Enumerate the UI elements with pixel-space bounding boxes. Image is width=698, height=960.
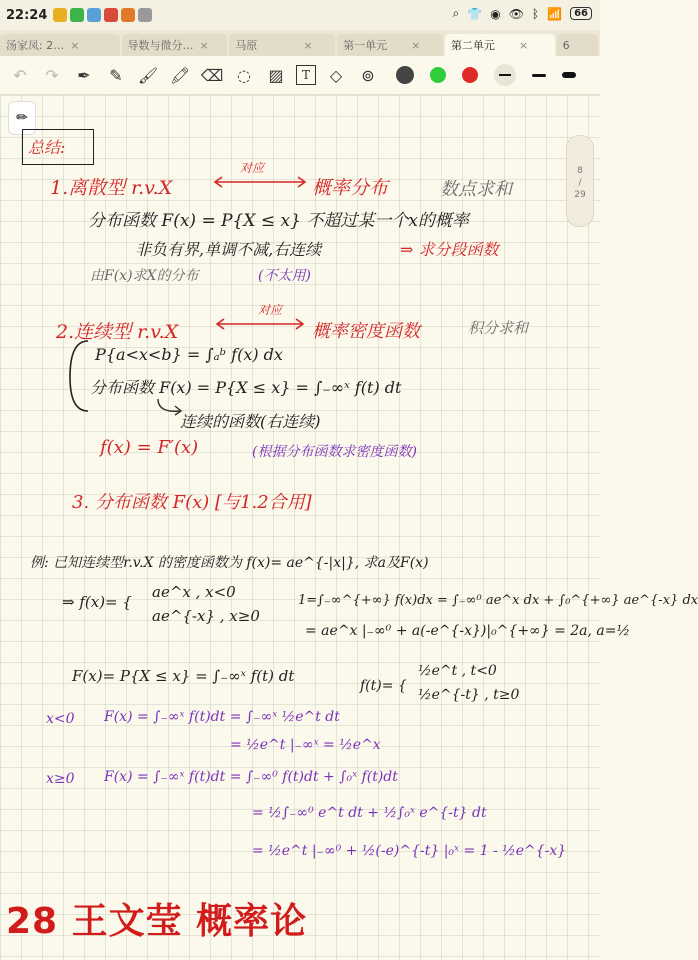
clock: 22:24 bbox=[6, 7, 48, 23]
app-icon bbox=[138, 8, 152, 22]
example-Fx: F(x)= P{X ≤ x} = ∫₋∞ˣ f(t) dt bbox=[72, 667, 295, 685]
image-icon[interactable]: ▨ bbox=[268, 65, 284, 85]
close-icon[interactable]: × bbox=[518, 38, 529, 52]
close-icon[interactable]: × bbox=[199, 38, 209, 52]
section1-derive-note: (不太用) bbox=[258, 268, 311, 284]
page-indicator bbox=[566, 135, 594, 227]
section1-properties-result: ⇒ 求分段函数 bbox=[400, 240, 499, 259]
app-icon bbox=[121, 8, 135, 22]
search-icon: ⌕ bbox=[452, 6, 460, 20]
color-swatch-red[interactable] bbox=[462, 67, 478, 83]
section1-target: 概率分布 bbox=[312, 177, 389, 199]
case1-line-a: F(x) = ∫₋∞ˣ f(t)dt = ∫₋∞ˣ ½e^t dt bbox=[104, 709, 340, 725]
bluetooth-icon: ᛒ bbox=[531, 6, 540, 21]
page-current: 8 bbox=[577, 166, 583, 176]
tab-0[interactable] bbox=[0, 34, 120, 56]
close-icon[interactable]: × bbox=[303, 38, 313, 52]
tab-label: 6 bbox=[562, 38, 570, 52]
tab-label: 导数与微分… bbox=[127, 39, 194, 52]
section2-cdf: 分布函数 F(x) = P{X ≤ x} = ∫₋∞ˣ f(t) dt bbox=[90, 378, 402, 397]
tab-1[interactable] bbox=[122, 34, 228, 56]
section3-title: 3. 分布函数 F(x) [与1.2合用] bbox=[72, 492, 312, 513]
example-ft-label: f(t)= { bbox=[360, 678, 407, 694]
lasso-icon[interactable]: ◌ bbox=[237, 65, 251, 85]
wifi-icon: 📶 bbox=[547, 6, 563, 21]
case1-condition: x<0 bbox=[46, 711, 75, 727]
app-icon bbox=[87, 8, 101, 22]
section2-arrow-label: 对应 bbox=[258, 303, 283, 317]
bracket-icon bbox=[62, 337, 92, 415]
double-arrow-icon bbox=[212, 317, 308, 331]
section1-side-note: 数点求和 bbox=[440, 179, 512, 200]
example-integral-1: 1=∫₋∞^{+∞} f(x)dx = ∫₋∞⁰ ae^x dx + ∫₀^{+∞} ae^{-x} dx bbox=[298, 593, 698, 608]
example-ft-case1: ½e^t , t<0 bbox=[418, 663, 497, 679]
highlighter-icon[interactable]: 🖍 bbox=[169, 65, 191, 85]
example-ft-case2: ½e^{-t} , t≥0 bbox=[418, 687, 520, 703]
section1-cdf: 分布函数 F(x) = P{X ≤ x} 不超过某一个x的概率 bbox=[88, 211, 469, 231]
section2-side-note: 积分求和 bbox=[468, 319, 529, 337]
example-fx-case2: ae^{-x} , x≥0 bbox=[152, 607, 260, 625]
brush-icon[interactable]: 🖌 bbox=[137, 65, 159, 85]
line-width-medium[interactable] bbox=[532, 74, 546, 77]
app-icon bbox=[70, 8, 84, 22]
watermark-caption: 28 王文莹 概率论 bbox=[6, 901, 308, 942]
case1-line-b: = ½e^t |₋∞ˣ = ½e^x bbox=[230, 737, 381, 753]
color-swatch-dark[interactable] bbox=[396, 66, 414, 84]
case2-line-a: F(x) = ∫₋∞ˣ f(t)dt = ∫₋∞⁰ f(t)dt + ∫₀ˣ f(t)dt bbox=[104, 769, 398, 785]
eraser-icon[interactable]: ⌫ bbox=[200, 65, 224, 85]
close-icon[interactable]: × bbox=[411, 38, 421, 52]
double-arrow-icon bbox=[210, 175, 310, 189]
example-title: 例: 已知连续型r.v.X 的密度函数为 f(x)= ae^{-|x|}, 求a及F(x) bbox=[30, 555, 429, 571]
tab-4[interactable] bbox=[445, 34, 555, 56]
section2-derivative: f(x) = F′(x) bbox=[100, 437, 199, 458]
pencil-icon[interactable]: ✎ bbox=[109, 65, 123, 85]
fountain-pen-icon[interactable]: ✒ bbox=[77, 65, 91, 85]
case2-line-c: = ½e^t |₋∞⁰ + ½(-e)^{-t} |₀ˣ = 1 - ½e^{-x} bbox=[252, 843, 567, 859]
tab-bar bbox=[0, 30, 600, 56]
tab-label: 第二单元 bbox=[450, 39, 495, 52]
shirt-icon: 👕 bbox=[467, 6, 483, 21]
section2-derivative-note: (根据分布函数求密度函数) bbox=[252, 444, 417, 460]
copy-icon[interactable]: ⊚ bbox=[361, 65, 375, 85]
shapes-icon[interactable]: ◇ bbox=[329, 65, 343, 85]
tab-label: 第一单元 bbox=[343, 39, 388, 52]
app-icon bbox=[53, 8, 67, 22]
record-icon: ◉ bbox=[490, 6, 501, 21]
note-canvas[interactable] bbox=[0, 95, 698, 960]
section2-title: 2.连续型 r.v.X bbox=[56, 321, 179, 343]
notification-icons bbox=[53, 8, 152, 22]
tab-5[interactable] bbox=[557, 34, 598, 56]
example-integral-2: = ae^x |₋∞⁰ + a(-e^{-x})|₀^{+∞} = 2a, a=½ bbox=[305, 623, 631, 639]
example-fx-case1: ae^x , x<0 bbox=[152, 583, 236, 601]
close-icon[interactable]: × bbox=[70, 38, 80, 52]
page-total: 29 bbox=[574, 190, 586, 200]
drawing-toolbar bbox=[0, 56, 600, 95]
line-width-thick[interactable] bbox=[562, 72, 576, 78]
battery-indicator: 66 bbox=[570, 7, 592, 20]
undo-icon[interactable]: ↶ bbox=[13, 65, 27, 85]
line-width-option[interactable] bbox=[494, 64, 516, 86]
tab-label: 汤家凤: 2… bbox=[6, 39, 65, 52]
eye-icon: 👁 bbox=[508, 6, 524, 21]
redo-icon[interactable]: ↷ bbox=[45, 65, 59, 85]
case2-condition: x≥0 bbox=[46, 771, 75, 787]
app-icon bbox=[104, 8, 118, 22]
section1-properties: 非负有界,单调不减,右连续 bbox=[135, 240, 322, 259]
section1-arrow-label: 对应 bbox=[240, 161, 265, 175]
status-bar bbox=[0, 0, 600, 30]
status-right bbox=[453, 6, 592, 21]
tab-3[interactable] bbox=[337, 34, 443, 56]
text-icon[interactable]: T bbox=[296, 65, 316, 85]
summary-heading: 总结: bbox=[28, 138, 66, 157]
pen-holder-icon[interactable]: ✏ bbox=[8, 101, 36, 135]
section2-probability: P{a<x<b} = ∫ₐᵇ f(x) dx bbox=[95, 345, 283, 364]
section2-target: 概率密度函数 bbox=[312, 321, 420, 342]
color-swatch-green[interactable] bbox=[430, 67, 446, 83]
section1-title: 1.离散型 r.v.X bbox=[50, 177, 173, 199]
tab-label: 马原 bbox=[235, 39, 258, 52]
page-separator: / bbox=[578, 178, 582, 188]
case2-line-b: = ½∫₋∞⁰ e^t dt + ½∫₀ˣ e^{-t} dt bbox=[252, 805, 487, 821]
example-fx-label: ⇒ f(x)= { bbox=[62, 593, 132, 611]
section1-derive: 由F(x)求X的分布 bbox=[90, 268, 199, 284]
section2-continuous: 连续的函数(右连续) bbox=[180, 412, 321, 431]
tab-2[interactable] bbox=[229, 34, 335, 56]
